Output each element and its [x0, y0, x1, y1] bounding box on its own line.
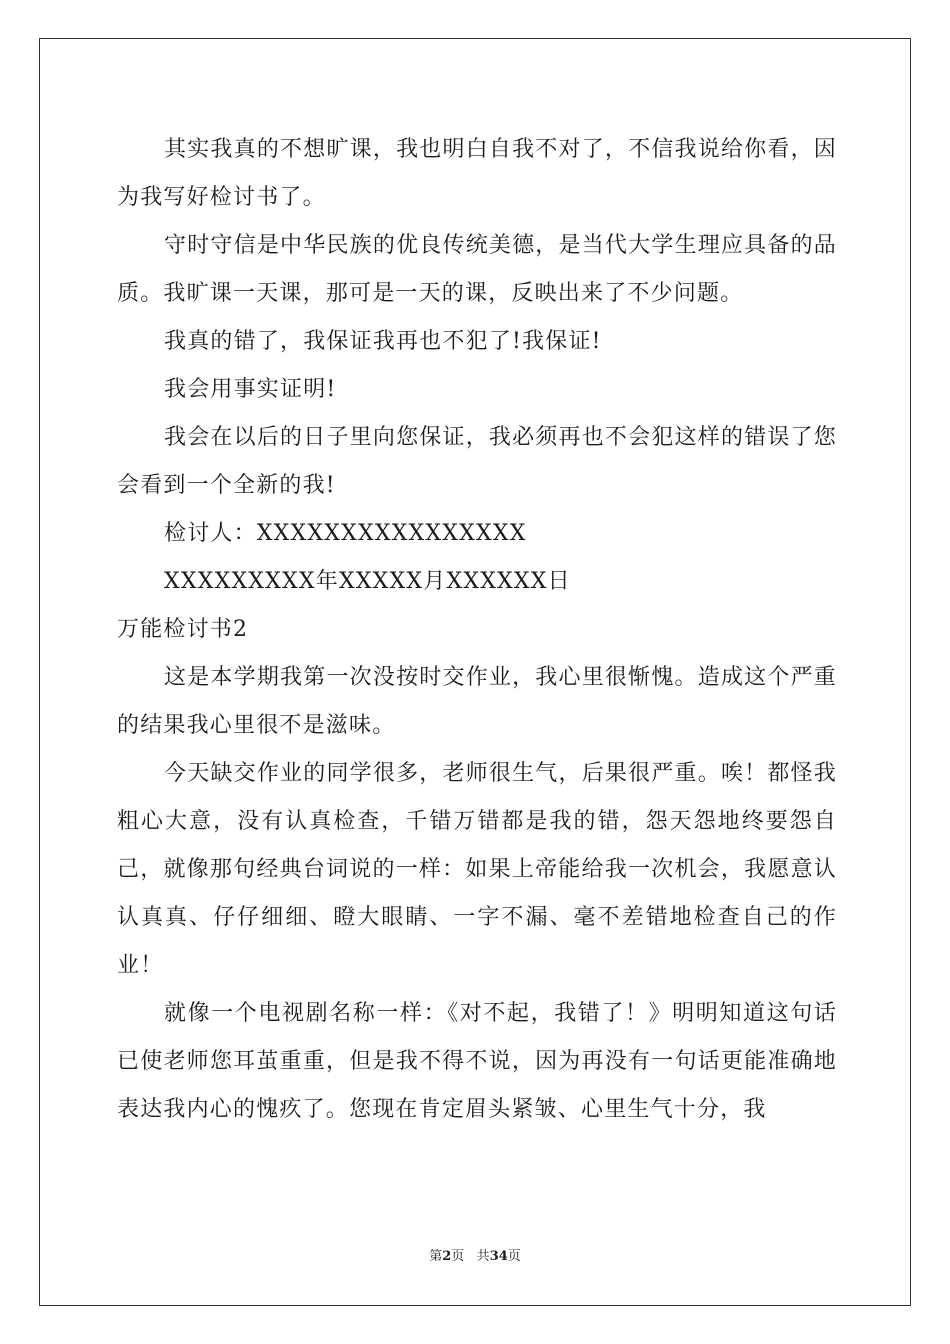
paragraph: 就像一个电视剧名称一样：《对不起，我错了！》明明知道这句话已使老师您耳茧重重，但是我不得不说，因为再没有一句话更能准确地表达我内心的愧疚了。您现在肯定眉头紧皱、心里生气十分，我: [117, 1001, 837, 1122]
section-heading: 万能检讨书2: [117, 617, 249, 642]
page-footer: [0, 1245, 950, 1264]
footer-page-suffix: 页: [451, 1249, 465, 1264]
date-line: XXXXXXXXX年XXXXX月XXXXXX日: [164, 569, 571, 594]
paragraph: 我真的错了，我保证我再也不犯了!我保证!: [164, 329, 602, 354]
paragraph: 我会用事实证明!: [164, 377, 337, 402]
paragraph: 今天缺交作业的同学很多，老师很生气，后果很严重。唉！都怪我粗心大意，没有认真检查，千错万错都是我的错，怨天怨地终要怨自己，就像那句经典台词说的一样：如果上帝能给我一次机会，我愿意认认真真、仔仔细细、瞪大眼睛、一字不漏、毫不差错地检查自己的作业！: [117, 761, 837, 978]
paragraph: 其实我真的不想旷课，我也明白自我不对了，不信我说给你看，因为我写好检讨书了。: [117, 137, 837, 210]
total-page-count: 34: [489, 1249, 508, 1264]
paragraph: 这是本学期我第一次没按时交作业，我心里很惭愧。造成这个严重的结果我心里很不是滋味。: [117, 665, 837, 738]
footer-total-prefix: 共: [476, 1249, 490, 1264]
footer-prefix: 第: [429, 1249, 443, 1264]
document-body: [117, 126, 837, 1134]
paragraph: 我会在以后的日子里向您保证，我必须再也不会犯这样的错误了您会看到一个全新的我!: [117, 425, 837, 498]
signature-line: 检讨人：XXXXXXXXXXXXXXXX: [164, 521, 527, 546]
paragraph: 守时守信是中华民族的优良传统美德，是当代大学生理应具备的品质。我旷课一天课，那可是一天的课，反映出来了不少问题。: [117, 233, 837, 306]
current-page-number: 2: [442, 1249, 452, 1264]
footer-total-suffix: 页: [507, 1249, 521, 1264]
